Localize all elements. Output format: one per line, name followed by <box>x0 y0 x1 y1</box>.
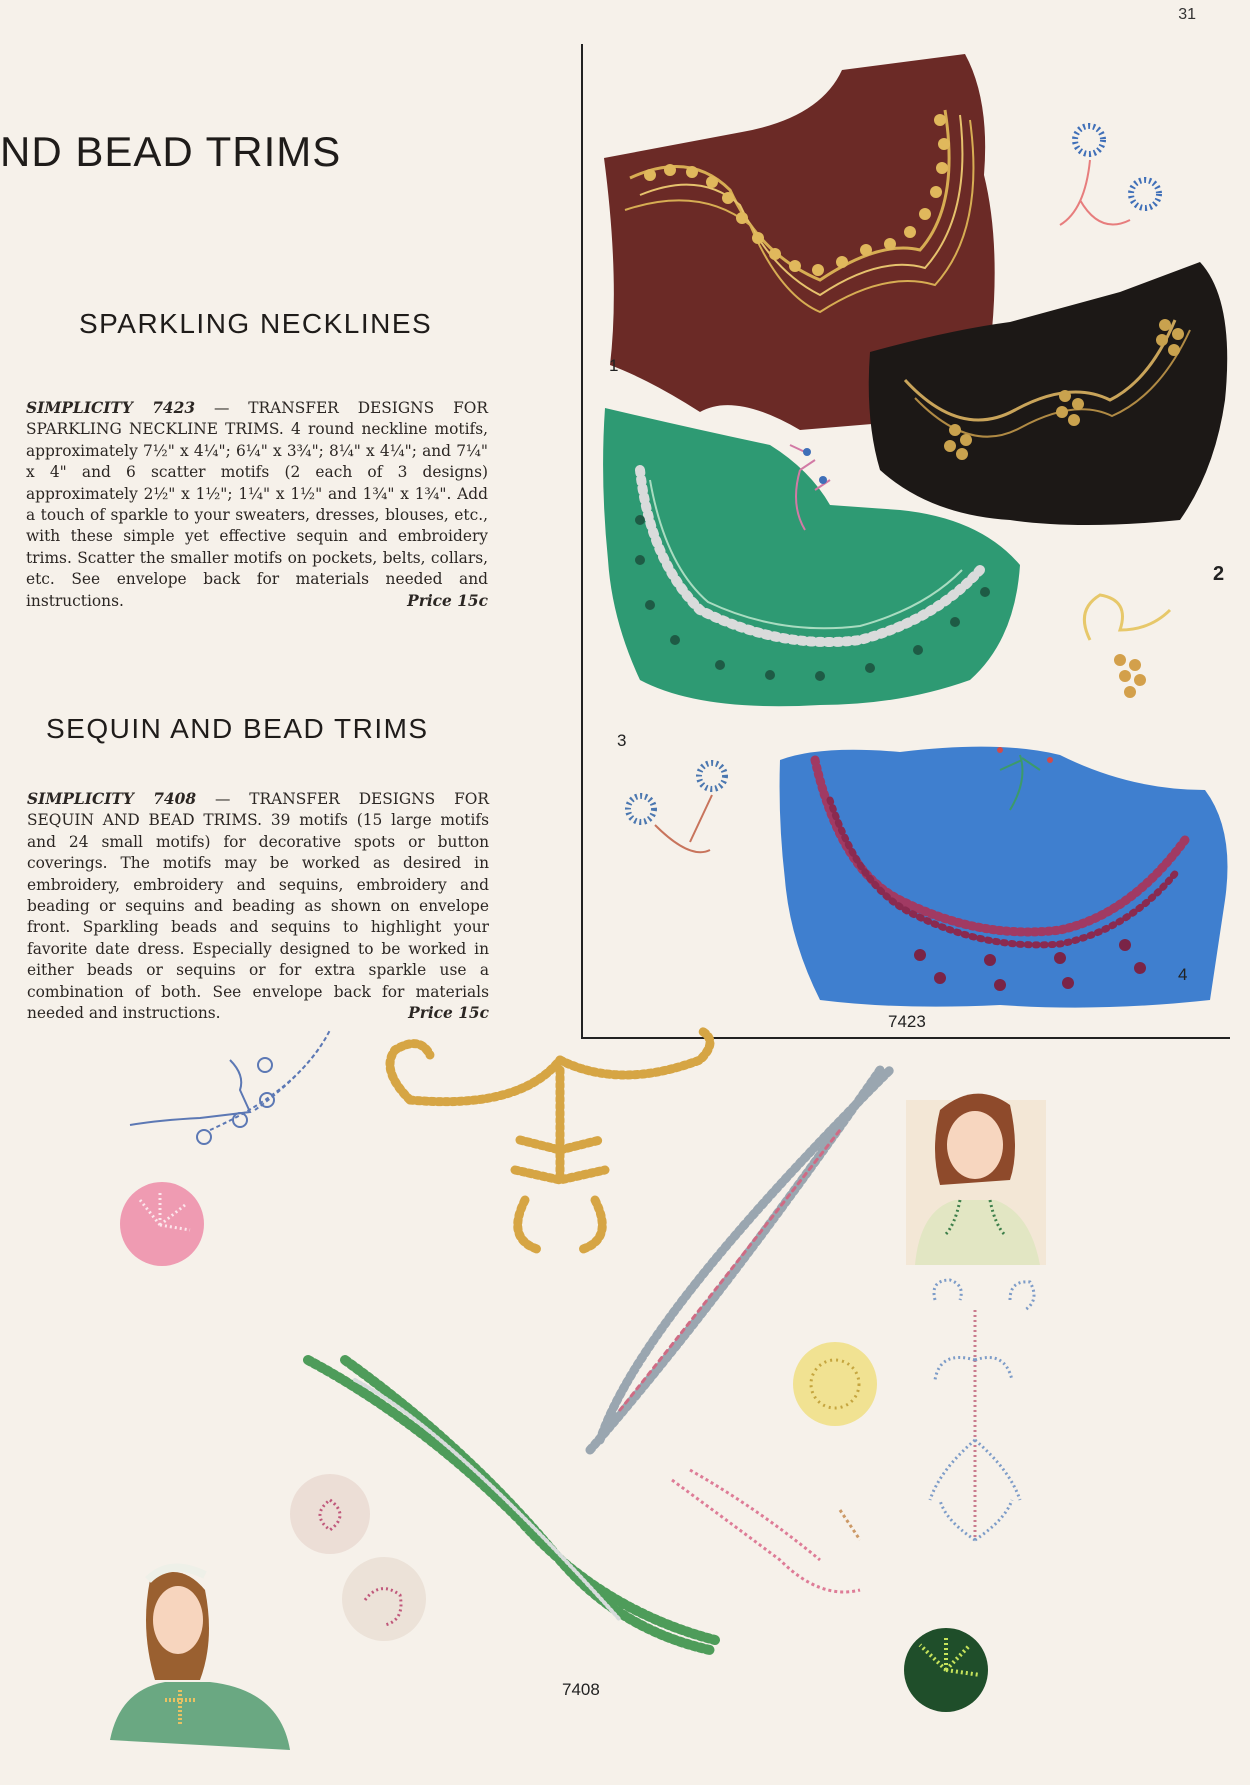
green-sequin-button <box>904 1628 988 1712</box>
yellow-button-motif <box>793 1342 877 1426</box>
pattern-number: SIMPLICITY 7423 <box>26 399 196 417</box>
pattern-label-7423: 7423 <box>888 1012 926 1031</box>
scatter-motif-blue-flowers <box>1060 126 1159 225</box>
price-label: Price 15c <box>408 1004 489 1023</box>
section-heading-sparkling-necklines: SPARKLING NECKLINES <box>79 308 433 339</box>
neckline-motif-4-blue-collar <box>780 747 1228 1008</box>
motif-number-2: 2 <box>1213 563 1225 585</box>
price-label: Price 15c <box>407 591 488 610</box>
girl-portrait-top-right <box>906 1094 1046 1265</box>
motif-number-4: 4 <box>1178 965 1188 984</box>
scatter-motif-blue-flowers-small <box>628 763 725 852</box>
description-text: — TRANSFER DESIGNS FOR SEQUIN AND BEAD TRIMS. 39 motifs (15 large motifs and 24 small motifs) for decorative spots or button coverings. The motifs may be worked as desired in embroidery, embroidery and sequins, embroidery and beading or sequins and beading as shown on envelope front. Sparkling beads and sequins to highlight your favorite date dress. Especially designed to be worked in either beads or sequins or for extra sparkle use a combination of both. See envelope back for materials needed and instructions. <box>27 790 490 1023</box>
gold-scroll-sequin-motif <box>390 1030 710 1250</box>
pink-sequin-button <box>120 1182 204 1266</box>
motif-number-1: 1 <box>609 356 619 375</box>
pattern-label-7408: 7408 <box>562 1680 600 1699</box>
pink-bead-buttons <box>290 1474 426 1641</box>
description-text: — TRANSFER DESIGNS FOR SPARKLING NECKLINE TRIMS. 4 round neckline motifs, approximately 7½" x 4¼"; 6¼" x 3¾"; 8¼" x 4¼"; and 7¼" x 4" and 6 scatter motifs (2 each of 3 designs) approximately 2½" x 1½"; 1¼" x 1½" and 1¾" x 1¾". Add a touch of sparkle to your sweaters, dresses, blouses, etc., with these simple yet effective sequin and embroidery trims. Scatter the smaller motifs on pockets, belts, collars, etc. See envelope back for materials needed and instructions. <box>26 399 489 610</box>
pattern-number: SIMPLICITY 7408 <box>27 790 197 808</box>
section-heading-sequin-bead-trims: SEQUIN AND BEAD TRIMS <box>46 713 429 744</box>
scatter-motif-gold-grapes <box>1084 595 1170 698</box>
running-head: ND BEAD TRIMS <box>0 128 342 175</box>
collar-corner-motif-blue <box>130 1030 330 1144</box>
page-number: 31 <box>1178 6 1196 23</box>
pink-scroll-bead-motif <box>672 1470 860 1592</box>
girl-portrait-bottom-left <box>110 1568 290 1750</box>
blue-scroll-bead-motif <box>930 1280 1034 1540</box>
motif-number-3: 3 <box>617 731 627 750</box>
